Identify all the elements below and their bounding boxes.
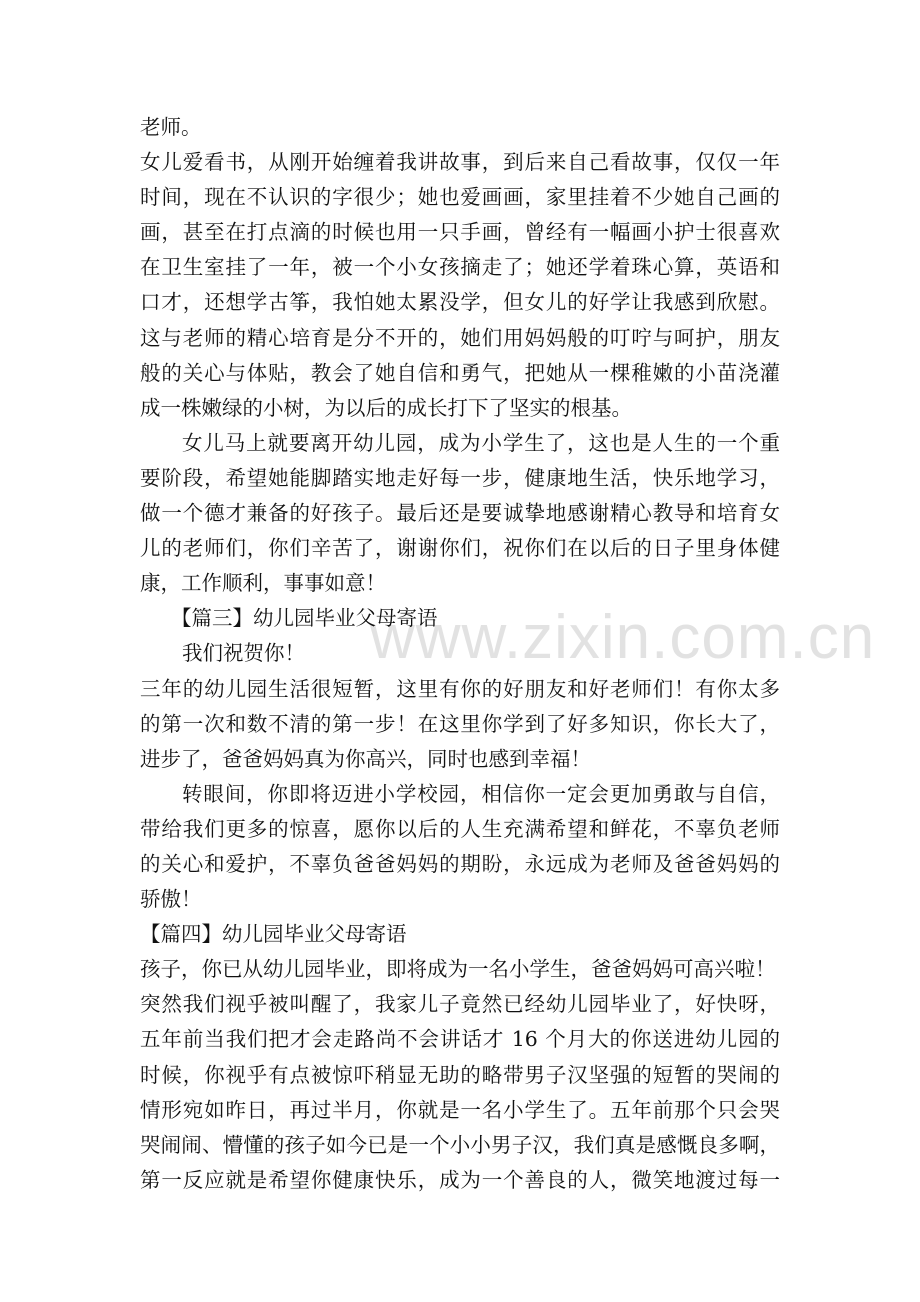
text-line: 第一反应就是希望你健康快乐，成为一个善良的人，微笑地渡过每一 [140, 1167, 780, 1192]
text-line: 情形宛如昨日，再过半月，你就是一名小学生了。五年前那个只会哭 [140, 1097, 780, 1122]
text-line: 这与老师的精心培育是分不开的，她们用妈妈般的叮咛与呵护，朋友 [140, 325, 780, 350]
text-line: 般的关心与体贴，教会了她自信和勇气，把她从一棵稚嫩的小苗浇灌 [140, 360, 780, 385]
text-line: 在卫生室挂了一年，被一个小女孩摘走了；她还学着珠心算，英语和 [140, 255, 780, 280]
text-line: 女儿爱看书，从刚开始缠着我讲故事，到后来自己看故事，仅仅一年 [140, 150, 780, 175]
text-line: 口才，还想学古筝，我怕她太累没学，但女儿的好学让我感到欣慰。 [140, 290, 780, 315]
paragraph-start-line: 转眼间，你即将迈进小学校园，相信你一定会更加勇敢与自信， [182, 781, 780, 806]
text-line: 成一株嫩绿的小树，为以后的成长打下了坚实的根基。 [140, 395, 632, 420]
text-line: 老师。 [140, 115, 202, 139]
text-line: 哭闹闹、懵懂的孩子如今已是一个小小男子汉，我们真是感慨良多啊， [140, 1132, 780, 1157]
text-line: 的第一次和数不清的第一步！在这里你学到了好多知识，你长大了， [140, 711, 780, 736]
section-heading-3: 【篇三】幼儿园毕业父母寄语 [171, 606, 438, 631]
text-line: 儿的老师们，你们辛苦了，谢谢你们，祝你们在以后的日子里身体健 [140, 536, 780, 561]
paragraph-start-line: 女儿马上就要离开幼儿园，成为小学生了，这也是人生的一个重 [182, 430, 780, 455]
text-line: 骄傲！ [140, 887, 202, 912]
watermark: www.zixin.com.cn [370, 603, 876, 672]
text-line: 做一个德才兼备的好孩子。最后还是要诚挚地感谢精心教导和培育女 [140, 501, 780, 526]
text-line: 时候，你视乎有点被惊吓稍显无助的略带男子汉坚强的短暂的哭闹的 [140, 1062, 780, 1087]
text-line: 康，工作顺利，事事如意！ [140, 571, 386, 596]
text-line: 的关心和爱护，不辜负爸爸妈妈的期盼，永远成为老师及爸爸妈妈的 [140, 851, 780, 876]
text-line: 带给我们更多的惊喜，愿你以后的人生充满希望和鲜花，不辜负老师 [140, 816, 780, 841]
text-line: 画，甚至在打点滴的时候也用一只手画，曾经有一幅画小护士很喜欢 [140, 220, 780, 245]
text-line: 要阶段，希望她能脚踏实地走好每一步，健康地生活，快乐地学习， [140, 465, 780, 490]
text-line: 孩子，你已从幼儿园毕业，即将成为一名小学生，爸爸妈妈可高兴啦！ [140, 957, 776, 982]
text-line: 突然我们视乎被叫醒了，我家儿子竟然已经幼儿园毕业了，好快呀， [140, 992, 780, 1017]
text-line: 五年前当我们把才会走路尚不会讲话才 16 个月大的你送进幼儿园的 [140, 1027, 780, 1052]
section-heading-4: 【篇四】幼儿园毕业父母寄语 [140, 922, 407, 947]
document-page [140, 110, 780, 1198]
greeting-line: 我们祝贺你！ [182, 641, 305, 666]
text-line: 进步了，爸爸妈妈真为你高兴，同时也感到幸福！ [140, 746, 591, 771]
text-line: 三年的幼儿园生活很短暂，这里有你的好朋友和好老师们！有你太多 [140, 676, 780, 701]
text-line: 时间，现在不认识的字很少；她也爱画画，家里挂着不少她自己画的 [140, 185, 780, 210]
